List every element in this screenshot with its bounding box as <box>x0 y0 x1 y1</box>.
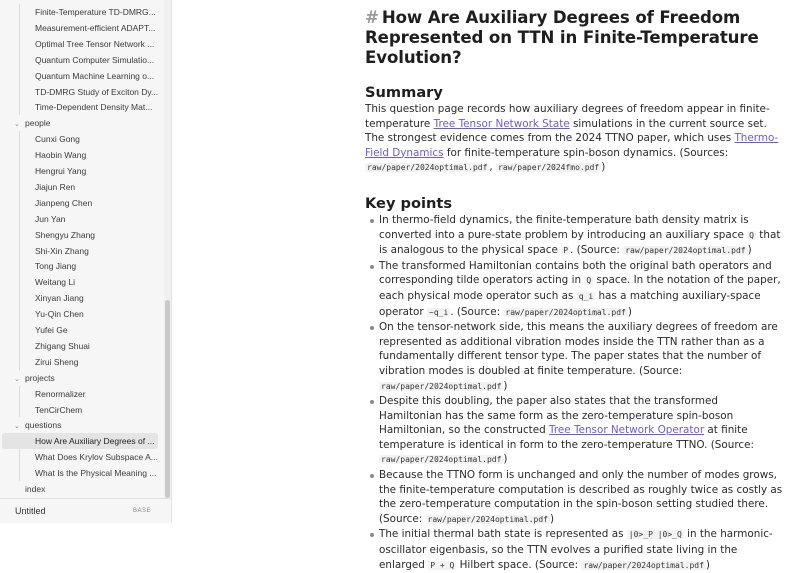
file-label: What Does Krylov Subspace A... <box>35 452 158 463</box>
key-points-heading: Key points <box>365 194 453 212</box>
inline-code: q_i <box>578 291 594 301</box>
file-item[interactable] <box>35 354 155 370</box>
file-label: Haobin Wang <box>35 150 87 161</box>
file-label: Hengrui Yang <box>35 166 87 176</box>
text-run: Hilbert space. (Source: <box>456 558 582 571</box>
file-item[interactable] <box>35 179 155 195</box>
inline-code: ~q_i <box>429 307 449 317</box>
file-item[interactable] <box>35 68 155 84</box>
file-item[interactable] <box>35 147 155 163</box>
list-item <box>366 394 783 468</box>
text-run: ) <box>747 244 752 257</box>
text-run: has a matching auxiliary-space operator <box>379 289 761 318</box>
file-label: TenCirChem <box>35 404 83 415</box>
file-item[interactable] <box>35 449 158 465</box>
file-item[interactable] <box>35 195 155 211</box>
inline-code: Q <box>749 230 754 240</box>
file-label: index <box>25 484 46 494</box>
inline-code: P <box>563 246 569 256</box>
tree-indent-guide <box>19 386 20 418</box>
file-label: Time-Dependent Density Mat... <box>35 102 153 113</box>
file-item[interactable] <box>35 306 155 322</box>
key-points-list <box>365 213 783 573</box>
link-tree-tensor-network-operator[interactable]: Tree Tensor Network Operator <box>549 424 705 437</box>
file-label: Cunxi Gong <box>35 134 80 145</box>
file-item-index[interactable] <box>25 481 165 497</box>
inline-code: P + Q <box>430 560 455 570</box>
text-run: ) <box>705 558 710 571</box>
source-code: raw/paper/2024fmo.pdf <box>498 163 600 173</box>
file-label: Jianpeng Chen <box>35 197 93 208</box>
file-label: Jun Yan <box>35 213 66 224</box>
text-run: Because the TTNO form is unchanged and only the number of modes grows, the finite-temperature computation is described as roughly twice as costly as the zero-temperature computation in the spin-boson setting studied there. (Source: <box>379 469 783 525</box>
file-item[interactable] <box>35 163 155 179</box>
chevron-down-icon: ⌄ <box>14 423 20 431</box>
list-item <box>366 527 783 573</box>
file-tree <box>0 0 164 498</box>
sidebar-scrollbar-thumb[interactable] <box>165 300 170 498</box>
folder-people[interactable] <box>14 115 154 131</box>
source-code: raw/paper/2024optimal.pdf <box>505 307 626 317</box>
page-title-text: How Are Auxiliary Degrees of Freedom Represented on TTN in Finite-Temperature Evolution? <box>365 8 759 67</box>
note-content <box>365 8 783 573</box>
file-item[interactable] <box>35 20 155 36</box>
editor-pane <box>172 0 800 571</box>
text-run: The transformed Hamiltonian contains both the original bath operators and corresponding tilde operators acting in <box>379 259 772 287</box>
file-item[interactable] <box>35 258 155 274</box>
file-label: Quantum Computer Simulatio... <box>35 54 155 65</box>
folder-projects[interactable] <box>14 370 154 386</box>
file-label: Shi-Xin Zhang <box>35 245 89 256</box>
file-label: Renormalizer <box>35 388 86 399</box>
file-item[interactable] <box>35 131 155 147</box>
folder-questions[interactable] <box>14 417 154 433</box>
text-run: The initial thermal bath state is represented as <box>379 528 627 541</box>
text-run: at finite temperature is identical in form to the zero-temperature TTNO. (Source: <box>379 424 754 451</box>
summary-heading: Summary <box>365 84 443 101</box>
text-run: ) <box>503 453 508 466</box>
list-item <box>366 320 783 394</box>
file-item[interactable] <box>35 4 155 20</box>
file-item[interactable] <box>35 386 155 402</box>
link-tree-tensor-network-state[interactable]: Tree Tensor Network State <box>433 117 570 130</box>
file-label: Weitang Li <box>35 277 76 288</box>
file-item[interactable] <box>35 99 155 115</box>
file-label: TD-DMRG Study of Exciton Dy... <box>35 86 159 97</box>
source-code: raw/paper/2024optimal.pdf <box>381 455 502 465</box>
chevron-down-icon: ⌄ <box>14 375 20 383</box>
list-item <box>366 259 783 320</box>
file-item[interactable] <box>35 243 155 259</box>
file-item[interactable] <box>35 465 155 481</box>
list-item <box>366 468 783 527</box>
folder-label: projects <box>25 372 55 383</box>
chevron-down-icon: ⌄ <box>14 121 20 129</box>
text-run: . (Source: <box>450 305 504 318</box>
tree-indent-guide <box>19 4 20 115</box>
source-code: raw/paper/2024optimal.pdf <box>367 163 488 173</box>
file-explorer-sidebar <box>0 0 172 523</box>
file-label: Optimal Tree Tensor Network ... <box>35 38 155 49</box>
heading-marker-icon: # <box>365 8 379 27</box>
source-code: raw/paper/2024optimal.pdf <box>427 514 548 524</box>
tree-indent-guide <box>19 131 20 370</box>
file-item-active[interactable] <box>35 433 155 449</box>
file-item[interactable] <box>35 84 159 100</box>
text-run: in the harmonic-oscillator eigenbasis, so the TTN evolves a purified state living in the enlarged <box>379 528 773 571</box>
vault-switcher[interactable] <box>0 498 171 523</box>
file-item[interactable] <box>35 290 155 306</box>
folder-label: questions <box>25 420 62 431</box>
text-run: Despite this doubling, the paper also states that the transformed Hamiltonian has the same form as the zero-temperature spin-boson Hamiltonian, so the constructed <box>379 395 734 437</box>
text-run: that is analogous to the physical space <box>379 228 781 257</box>
text-run: ) <box>627 305 632 318</box>
source-code: raw/paper/2024optimal.pdf <box>583 560 704 570</box>
file-item[interactable] <box>35 402 155 418</box>
page-title <box>365 8 783 68</box>
vault-name: Untitled <box>15 506 46 516</box>
text-run: In thermo-field dynamics, the finite-temperature bath density matrix is converted into a pure-state problem by introducing an auxiliary space <box>379 213 749 241</box>
vault-badge: BASE <box>132 508 151 514</box>
file-label: Shengyu Zhang <box>35 229 96 240</box>
list-item <box>366 213 783 259</box>
text-run: space. In the notation of the paper, each physical mode operator such as <box>379 274 781 302</box>
file-label: Measurement-efficient ADAPT... <box>35 22 156 33</box>
text-run: simulations in the current source set. The strongest evidence comes from the 2024 TTNO paper, which uses <box>365 117 767 145</box>
text-run: This question page records how auxiliary degrees of freedom appear in finite-temperature <box>365 103 770 130</box>
link-thermo-field-dynamics[interactable]: Thermo-Field Dynamics <box>365 132 779 159</box>
text-run: . (Source: <box>570 244 624 257</box>
file-label: Finite-Temperature TD-DMRG... <box>35 7 156 17</box>
file-label: Tong Jiang <box>35 261 77 272</box>
file-item[interactable] <box>35 36 155 52</box>
file-item[interactable] <box>35 322 155 338</box>
file-item[interactable] <box>35 52 155 68</box>
summary-paragraph <box>365 102 783 176</box>
file-label: Yu-Qin Chen <box>35 309 84 320</box>
text-run: ) <box>601 161 606 174</box>
file-item[interactable] <box>35 227 155 243</box>
folder-label: people <box>25 118 51 129</box>
file-label: Xinyan Jiang <box>35 293 84 304</box>
file-item[interactable] <box>35 211 155 227</box>
text-run: for finite-temperature spin-boson dynamics. (Sources: <box>443 146 729 159</box>
file-label: Quantum Machine Learning o... <box>35 70 155 81</box>
file-item[interactable] <box>35 338 155 354</box>
source-code: raw/paper/2024optimal.pdf <box>625 246 746 256</box>
inline-code: Q <box>586 276 592 286</box>
text-run: ) <box>503 379 508 392</box>
file-label: How Are Auxiliary Degrees of ... <box>35 436 155 447</box>
text-run: On the tensor-network side, this means the auxiliary degrees of freedom are represented as additional vibration modes inside the TTN rather than as a fundamentally different tensor type. The paper states that the number of vibration modes is doubled at finite temperature. (Source: <box>379 321 778 377</box>
file-label: Zhigang Shuai <box>35 340 90 351</box>
text-run: , <box>489 161 497 174</box>
text-run: ) <box>549 512 555 525</box>
file-label: What Is the Physical Meaning ... <box>35 468 157 479</box>
file-label: Yufei Ge <box>35 325 68 335</box>
file-item[interactable] <box>35 274 155 290</box>
source-code: raw/paper/2024optimal.pdf <box>381 381 502 391</box>
file-label: Jiajun Ren <box>35 181 76 192</box>
inline-code: |0>_P |0>_Q <box>628 530 682 540</box>
file-label: Zirui Sheng <box>35 356 79 367</box>
